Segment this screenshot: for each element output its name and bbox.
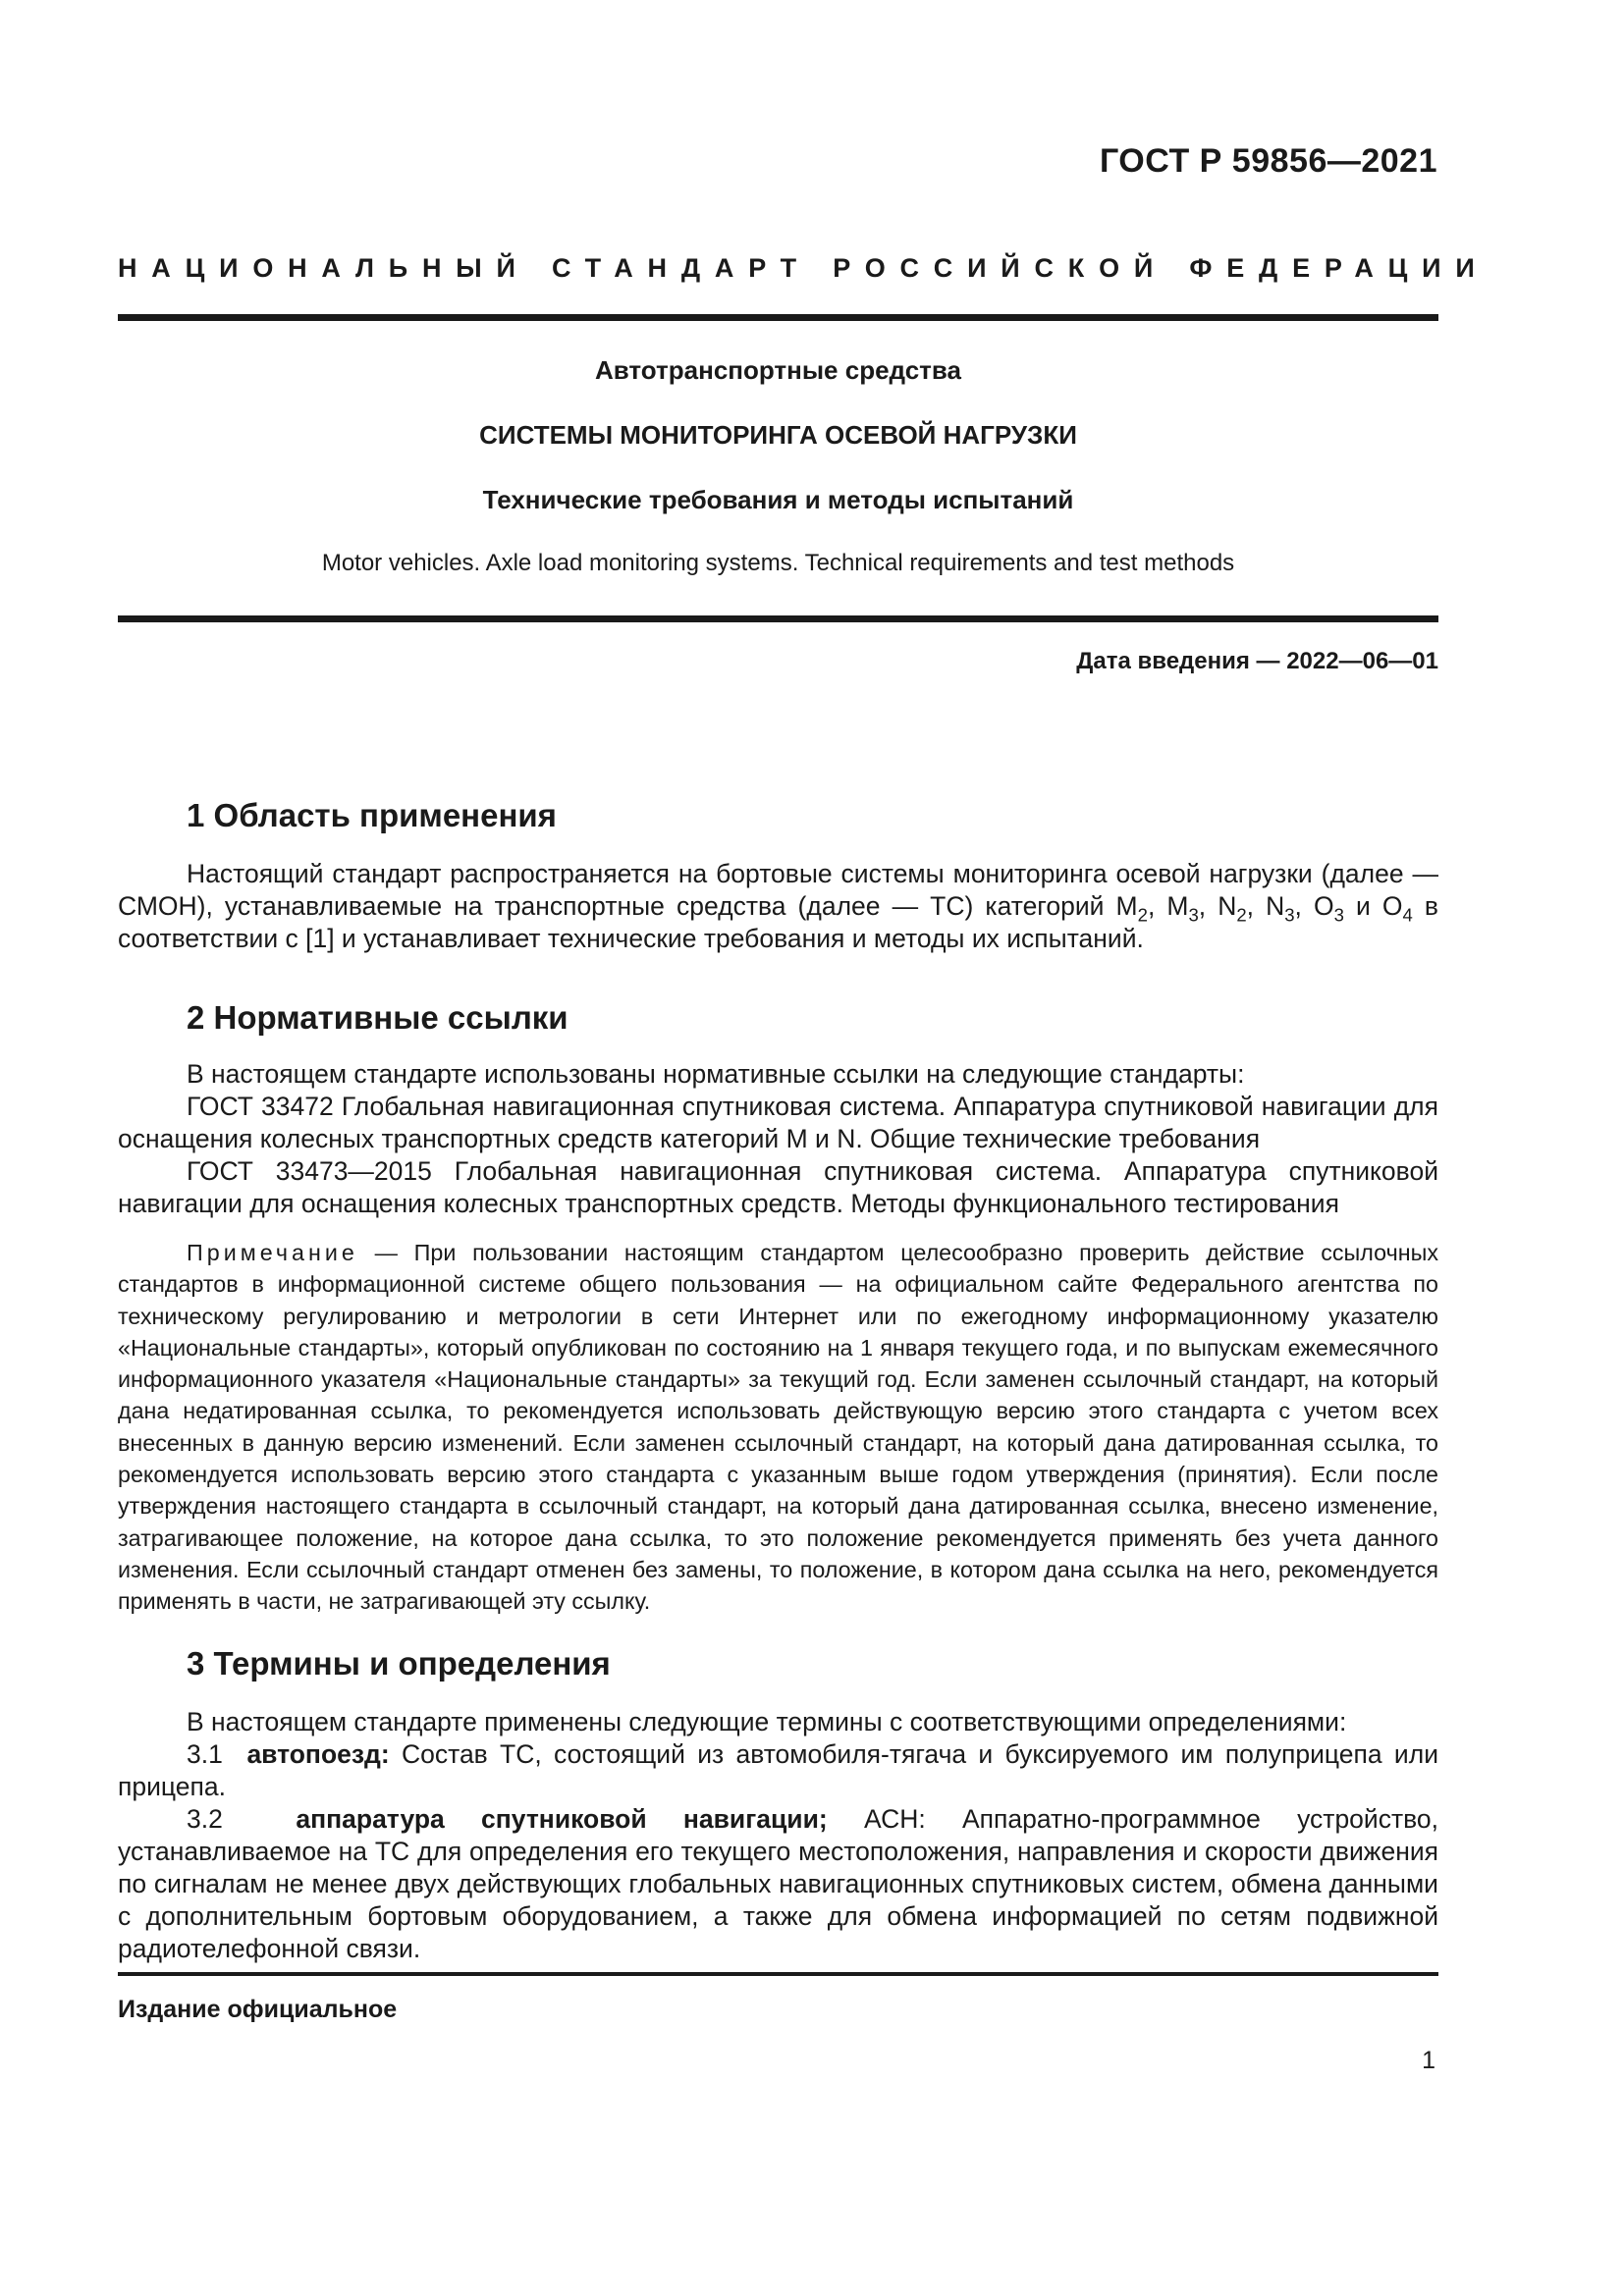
note-text: — При пользовании настоящим стандартом целесообразно проверить действие ссылочных стандартов в информационной системе общего пользования — на официальном сайте Федерального агентства по техническому регулированию и метрологии в сети Интернет или по ежегодному информационному указателю «Национальные стандарты», который опубликован по состоянию на 1 января текущего года, и по выпускам ежемесячного информационного указателя «Национальные стандарты» за текущий год. Если заменен ссылочный стандарт, на который дана недатированная ссылка, то рекомендуется использовать действующую версию этого стандарта с учетом всех внесенных в данную версию изменений. Если заменен ссылочный стандарт, на который дана датированная ссылка, то рекомендуется использовать версию этого стандарта с указанным выше годом утверждения (принятия). Если после утверждения настоящего стандарта в ссылочный стандарт, на который дана датированная ссылка, внесено изменение, затрагивающее положение, на которое дана ссылка, то это положение рекомендуется применять без учета данного изменения. Если ссылочный стандарт отменен без замены, то положение, в котором дана ссылка на него, рекомендуется применять в части, не затрагивающей эту ссылку. (118, 1240, 1438, 1615)
term-3-2-name: аппаратура спутниковой навигации; (296, 1804, 828, 1834)
title-line-3: Технические требования и методы испытаний (482, 485, 1074, 514)
section-2-heading: 2 Нормативные ссылки (187, 999, 568, 1036)
term-3-1: 3.1 автопоезд: Состав ТС, состоящий из автомобиля-тягача и буксируемого им полуприцепа или прицепа. (118, 1739, 1438, 1801)
term-3-2: 3.2 аппаратура спутниковой навигации; АСН: Аппаратно-программное устройство, устанавливаемое на ТС для определения его текущего местоположения, направления и скорости движения по сигналам не менее двух действующих глобальных навигационных спутниковых систем, обмена данными с дополнительным бортовым оборудованием, а также для обмена информацией по сетям подвижной радиотелефонной связи. (118, 1804, 1438, 1963)
section-3-heading: 3 Термины и определения (187, 1645, 611, 1682)
english-title: Motor vehicles. Axle load monitoring systems. Technical requirements and test methods (321, 550, 1235, 576)
section-2-intro: В настоящем стандарте использованы нормативные ссылки на следующие стандарты: (187, 1059, 1245, 1089)
section-1-paragraph: Настоящий стандарт распространяется на бортовые системы мониторинга осевой нагрузки (далее — СМОН), устанавливаемые на транспортные средства (далее — ТС) категорий $М_2$, $М_3$, $N_2$, $N_3$, $О_3$ и $О_4$ в соответствии с [1] и устанавливает технические требования и методы их испытаний. (118, 859, 1438, 953)
section-3-intro: В настоящем стандарте применены следующие термины с соответствующими определениями: (187, 1707, 1347, 1736)
section-2-note (118, 1237, 1438, 1618)
footer-rule (118, 1972, 1438, 1976)
document-number: ГОСТ Р 59856—2021 (1099, 142, 1437, 180)
normative-reference-1: ГОСТ 33472 Глобальная навигационная спутниковая система. Аппаратура спутниковой навигации для оснащения колесных транспортных средств категорий М и N. Общие технические требования (118, 1092, 1438, 1153)
normative-reference-2: ГОСТ 33473—2015 Глобальная навигационная спутниковая система. Аппаратура спутниковой навигации для оснащения колесных транспортных средств. Методы функционального тестирования (118, 1156, 1438, 1218)
top-rule (118, 314, 1438, 321)
introduction-date: Дата введения — 2022—06—01 (1076, 648, 1438, 674)
standard-banner: НАЦИОНАЛЬНЫЙ СТАНДАРТ РОССИЙСКОЙ ФЕДЕРАЦИИ (118, 253, 1489, 283)
page-number: 1 (1422, 2047, 1435, 2074)
note-label: Примечание (187, 1240, 358, 1265)
title-line-1: Автотранспортные средства (595, 355, 961, 385)
title-line-2: СИСТЕМЫ МОНИТОРИНГА ОСЕВОЙ НАГРУЗКИ (479, 420, 1077, 450)
term-3-1-name: автопоезд: (246, 1739, 390, 1769)
official-edition-label: Издание официальное (118, 1996, 398, 2023)
title-bottom-rule (118, 615, 1438, 622)
section-1-heading: 1 Область применения (187, 797, 557, 833)
